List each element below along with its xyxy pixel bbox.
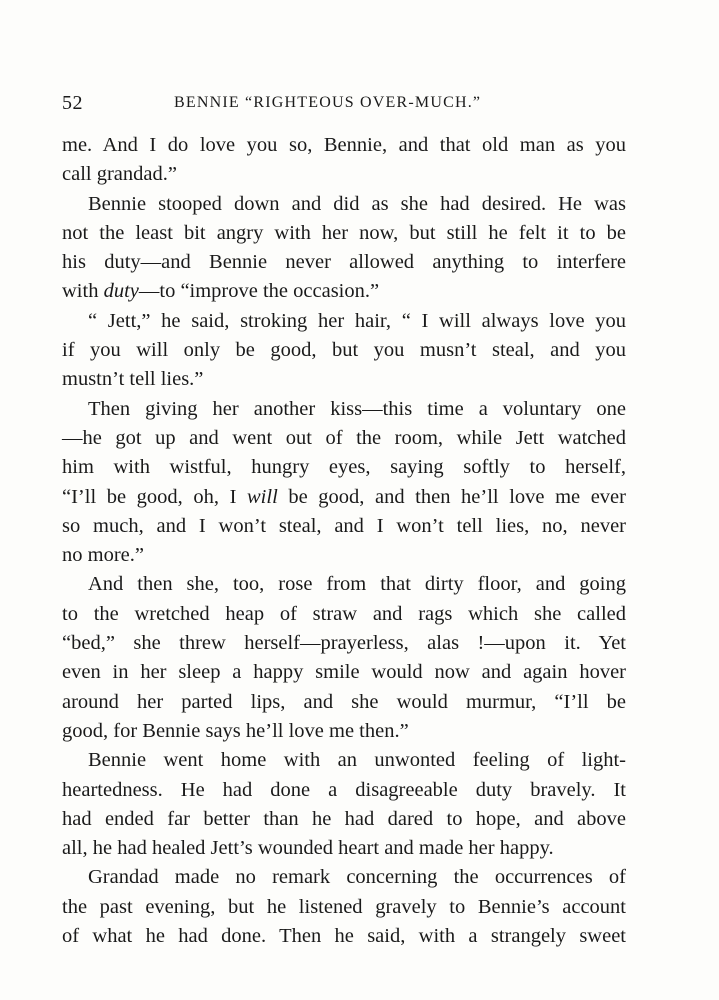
text-line: “bed,” she threw herself—prayerless, alas !—upon it. Yet	[62, 632, 626, 655]
text-line: the past evening, but he listened gravely to Bennie’s account	[62, 895, 626, 918]
paragraph-3	[62, 307, 626, 395]
text-line: him with wistful, hungry eyes, saying softly to herself,	[62, 456, 626, 479]
text-fragment: —to “improve the occasion.”	[138, 280, 380, 303]
paragraph-6	[62, 746, 626, 863]
text-line: good, for Bennie says he’ll love me then.”	[62, 719, 409, 742]
text-line	[62, 277, 626, 306]
text-line: of what he had done. Then he said, with a strangely sweet	[62, 925, 626, 948]
text-line: “ Jett,” he said, stroking her hair, “ I will always love you	[88, 309, 626, 332]
text-line: all, he had healed Jett’s wounded heart and made her happy.	[62, 837, 554, 860]
body-text	[62, 131, 626, 951]
text-line: no more.”	[62, 544, 144, 567]
paragraph-2	[62, 190, 626, 307]
text-fragment: “I’ll be good, oh, I	[62, 485, 247, 508]
text-line: Bennie went home with an unwonted feeling of light-	[88, 749, 626, 772]
page-number: 52	[62, 92, 83, 114]
text-line: had ended far better than he had dared to hope, and above	[62, 807, 626, 830]
text-line: mustn’t tell lies.”	[62, 368, 204, 391]
text-line: to the wretched heap of straw and rags which she called	[62, 602, 626, 625]
text-line: me. And I do love you so, Bennie, and that old man as you	[62, 134, 626, 156]
text-line: if you will only be good, but you musn’t steal, and you	[62, 339, 626, 362]
text-line: And then she, too, rose from that dirty floor, and going	[88, 573, 626, 596]
text-line: Bennie stooped down and did as she had desired. He was	[88, 192, 626, 215]
text-line	[62, 483, 626, 512]
text-line: —he got up and went out of the room, while Jett watched	[62, 426, 626, 449]
text-line: not the least bit angry with her now, but still he felt it to be	[62, 221, 626, 244]
text-line: even in her sleep a happy smile would now and again hover	[62, 661, 626, 684]
text-line: heartedness. He had done a disagreeable duty bravely. It	[62, 778, 626, 801]
running-head	[62, 92, 632, 118]
paragraph-4	[62, 395, 626, 571]
text-fragment: be good, and then he’ll love me ever	[277, 485, 626, 508]
text-fragment: with	[62, 280, 104, 303]
text-line: around her parted lips, and she would murmur, “I’ll be	[62, 690, 626, 713]
emphasis-will: will	[247, 485, 278, 508]
paragraph-5	[62, 570, 626, 746]
paragraph-7	[62, 863, 626, 951]
emphasis-duty: duty	[103, 280, 139, 303]
text-line: Then giving her another kiss—this time a voluntary one	[88, 397, 626, 420]
text-line: so much, and I won’t steal, and I won’t tell lies, no, never	[62, 514, 626, 537]
text-line: Grandad made no remark concerning the occurrences of	[88, 866, 626, 889]
text-line: his duty—and Bennie never allowed anything to interfere	[62, 251, 626, 274]
paragraph-1	[62, 131, 626, 190]
running-title: BENNIE “RIGHTEOUS OVER-MUCH.”	[174, 94, 482, 111]
text-line: call grandad.”	[62, 163, 177, 186]
